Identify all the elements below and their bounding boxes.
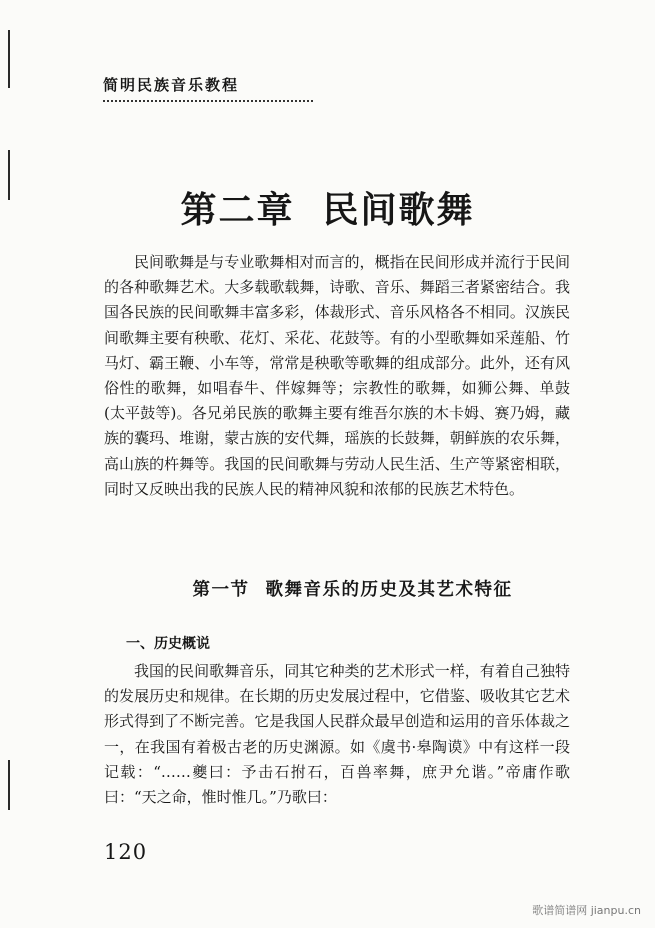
running-head: 简明民族音乐教程 xyxy=(103,76,240,94)
page-number: 120 xyxy=(104,840,148,864)
section-number: 第一节 xyxy=(192,580,250,600)
history-paragraph: 我国的民间歌舞音乐，同其它种类的艺术形式一样，有着自己独特的发展历史和规律。在长期的历史发展过程中，它借鉴、吸收其它艺术形式得到了不断完善。它是我国人民群众最早创造和运用的音乐体裁之一，在我国有着极古老的历史渊源。如《虞书·皋陶谟》中有这样一段记载：“……夔曰：予击石拊石，百兽率舞，庶尹允谐。”帝庸作歌曰：“天之命，惟时惟几。”乃歌曰： xyxy=(104,662,570,807)
page-edge-mark xyxy=(8,760,10,810)
running-head-rule xyxy=(103,100,313,102)
chapter-name: 民间歌舞 xyxy=(322,190,475,231)
page-edge-mark xyxy=(8,30,10,88)
section-title xyxy=(0,576,655,601)
section-name: 歌舞音乐的历史及其艺术特征 xyxy=(265,580,513,600)
intro-paragraph: 民间歌舞是与专业歌舞相对而言的，概指在民间形成并流行于民间的各种歌舞艺术。大多载歌载舞，诗歌、音乐、舞蹈三者紧密结合。我国各民族的民间歌舞丰富多彩，体裁形式、音乐风格各不相同。汉族民间歌舞主要有秧歌、花灯、采花、花鼓等。有的小型歌舞如采莲船、竹马灯、霸王鞭、小车等，常常是秧歌等歌舞的组成部分。此外，还有风俗性的歌舞，如唱春牛、伴嫁舞等；宗教性的歌舞，如狮公舞、单鼓(太平鼓等)。各兄弟民族的歌舞主要有维吾尔族的木卡姆、赛乃姆，藏族的囊玛、堆谢，蒙古族的安代舞，瑶族的长鼓舞，朝鲜族的农乐舞，高山族的杵舞等。我国的民间歌舞与劳动人民生活、生产等紧密相联，同时又反映出我的民族人民的精神风貌和浓郁的民族艺术特色。 xyxy=(104,253,570,498)
chapter-number: 第二章 xyxy=(180,190,295,231)
subheading: 一、历史概说 xyxy=(126,636,210,652)
chapter-title xyxy=(0,182,655,233)
watermark: 歌谱简谱网 jianpu.cn xyxy=(532,904,641,917)
